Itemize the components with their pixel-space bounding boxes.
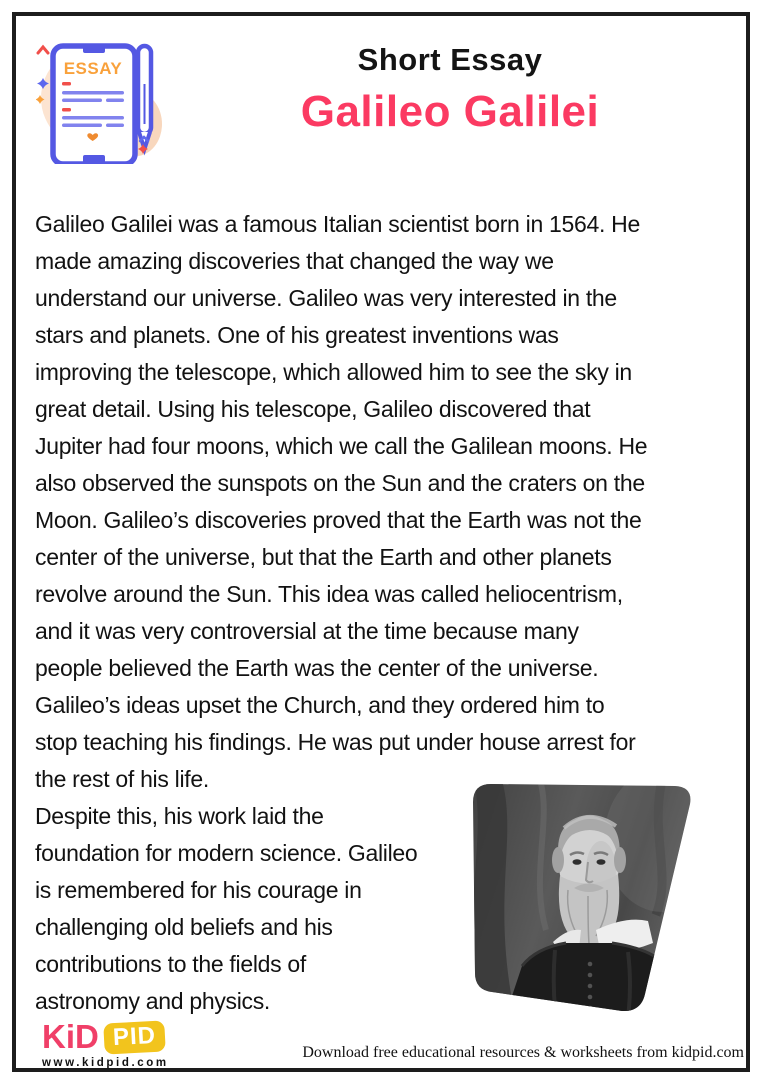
kidpid-logo <box>42 1020 169 1069</box>
essay-line: people believed the Earth was the center of the universe. <box>35 655 599 681</box>
essay-line: and it was very controversial at the time because many <box>35 618 579 644</box>
galileo-portrait-image <box>460 780 710 1020</box>
essay-line: center of the universe, but that the Earth and other planets <box>35 544 612 570</box>
essay-line: stars and planets. One of his greatest inventions was <box>35 322 559 348</box>
logo-kid-text: KiD <box>42 1018 99 1055</box>
header <box>165 42 735 137</box>
essay-line: Galileo Galilei was a famous Italian scientist born in 1564. He <box>35 211 640 237</box>
essay-line: the rest of his life. <box>35 766 209 792</box>
red-caret-icon <box>38 47 48 53</box>
essay-line: made amazing discoveries that changed the way we <box>35 248 554 274</box>
essay-icon-label: ESSAY <box>63 59 123 78</box>
logo-website-url: www.kidpid.com <box>42 1057 169 1069</box>
essay-line: is remembered for his courage in <box>35 877 362 903</box>
essay-line: improving the telescope, which allowed him to see the sky in <box>35 359 632 385</box>
page-subtitle: Short Essay <box>357 42 543 77</box>
essay-clipboard-icon <box>36 36 164 164</box>
essay-line: understand our universe. Galileo was very interested in the <box>35 285 617 311</box>
essay-line: Galileo’s ideas upset the Church, and they ordered him to <box>35 692 605 718</box>
essay-line: contributions to the fields of <box>35 951 306 977</box>
page-title: Galileo Galilei <box>300 87 600 136</box>
essay-line: Despite this, his work laid the <box>35 803 324 829</box>
essay-line: stop teaching his findings. He was put under house arrest for <box>35 729 636 755</box>
logo-pid-badge: PID <box>103 1020 166 1054</box>
footer-download-note: Download free educational resources & worksheets from kidpid.com <box>302 1044 744 1061</box>
essay-line: also observed the sunspots on the Sun and the craters on the <box>35 470 645 496</box>
essay-line: great detail. Using his telescope, Galileo discovered that <box>35 396 591 422</box>
clipboard <box>53 45 135 164</box>
essay-line: revolve around the Sun. This idea was called heliocentrism, <box>35 581 623 607</box>
essay-line: challenging old beliefs and his <box>35 914 333 940</box>
essay-line: Moon. Galileo’s discoveries proved that the Earth was not the <box>35 507 642 533</box>
essay-line: astronomy and physics. <box>35 988 271 1014</box>
pen-icon <box>138 46 151 149</box>
essay-line: Jupiter had four moons, which we call the Galilean moons. He <box>35 433 648 459</box>
essay-line: foundation for modern science. Galileo <box>35 840 418 866</box>
